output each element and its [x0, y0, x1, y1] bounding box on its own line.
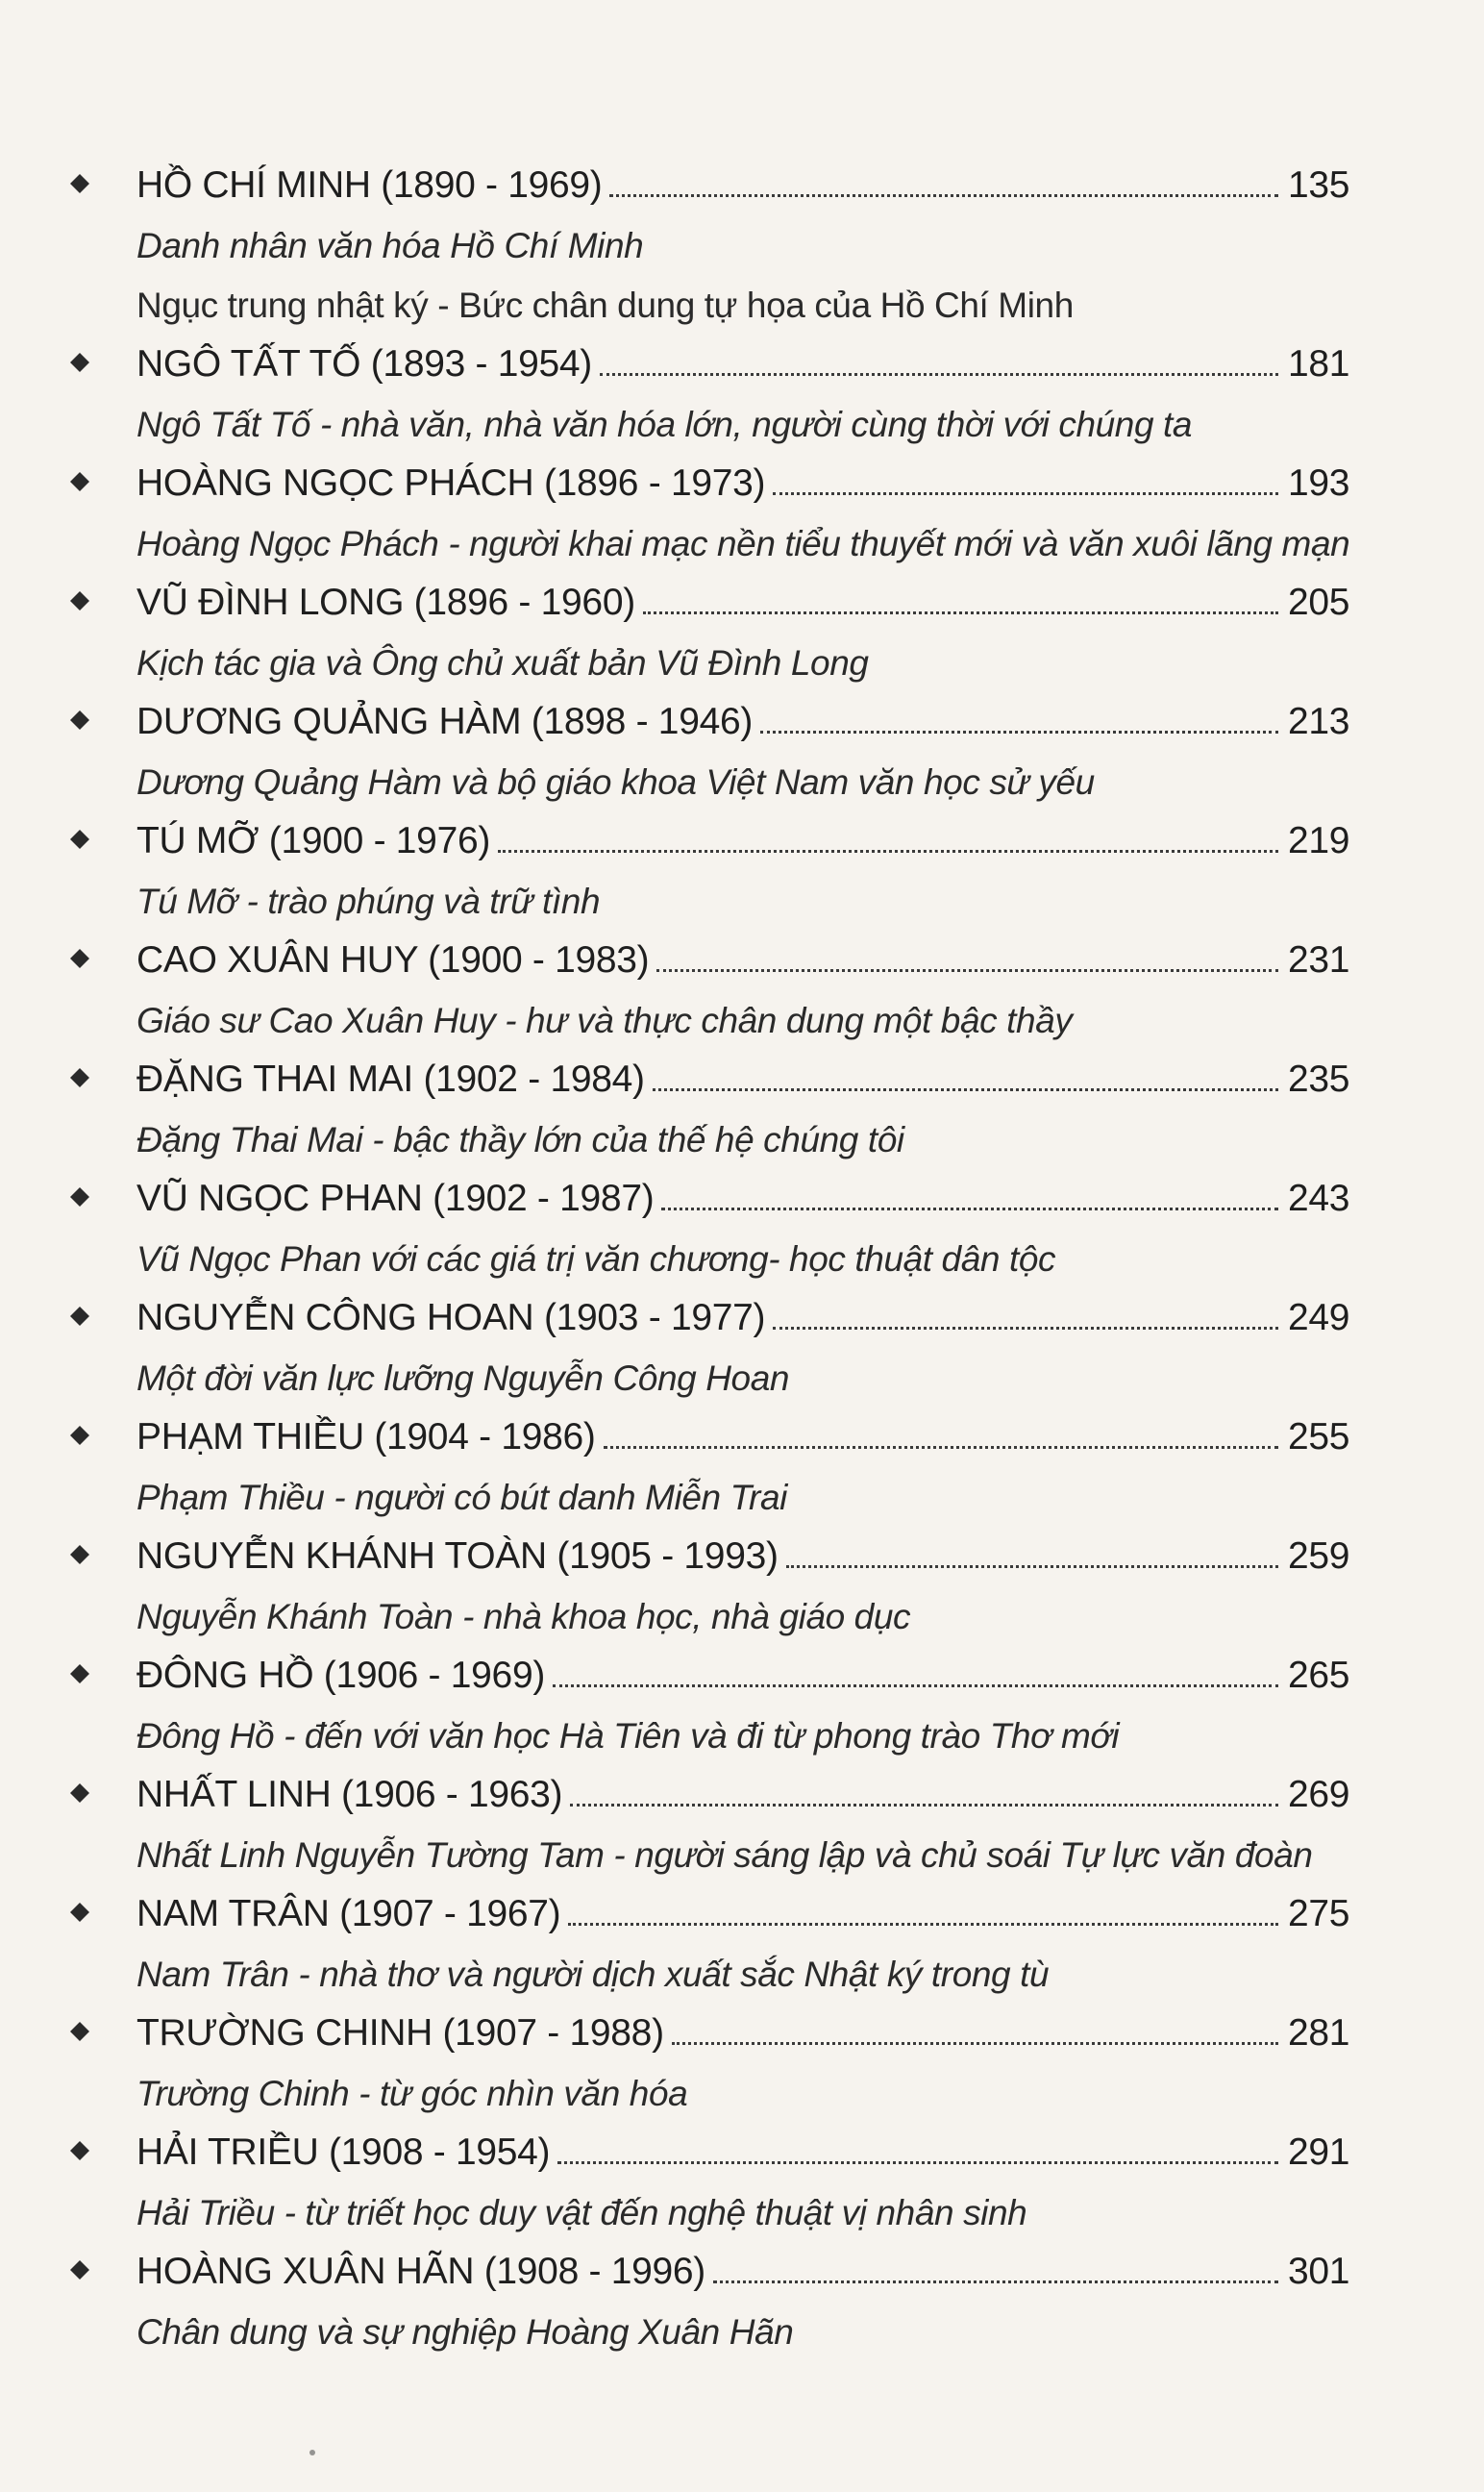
toc-article-title: Đông Hồ - đến với văn học Hà Tiên và đi từ phong trào Thơ mới	[136, 1716, 1120, 1756]
dot-leader	[656, 969, 1278, 972]
diamond-bullet-icon	[69, 173, 90, 194]
toc-author-row[interactable]	[58, 1754, 1350, 1815]
toc-article-title: Ngục trung nhật ký - Bức chân dung tự họa của Hồ Chí Minh	[136, 286, 1074, 325]
diamond-bullet-icon	[69, 710, 90, 731]
dot-leader	[713, 2280, 1278, 2283]
diamond-bullet-icon	[69, 1544, 90, 1565]
toc-article-title: Nguyễn Khánh Toàn - nhà khoa học, nhà giáo dục	[136, 1597, 911, 1636]
diamond-bullet-icon	[69, 1782, 90, 1804]
toc-author-name: NGUYỄN KHÁNH TOÀN (1905 - 1993)	[136, 1535, 779, 1577]
toc-page-number: 243	[1288, 1178, 1350, 1219]
toc-entry	[58, 919, 1350, 1040]
toc-author-name: NHẤT LINH (1906 - 1963)	[136, 1774, 563, 1815]
toc-author-row[interactable]	[58, 1277, 1350, 1338]
toc-author-name: HOÀNG XUÂN HÃN (1908 - 1996)	[136, 2251, 705, 2292]
toc-author-row[interactable]	[58, 1515, 1350, 1577]
dot-leader	[498, 850, 1278, 853]
dot-leader	[609, 194, 1278, 197]
toc-article-title: Hoàng Ngọc Phách - người khai mạc nền tiểu thuyết mới và văn xuôi lãng mạn	[136, 524, 1350, 563]
toc-article-title: Phạm Thiều - người có bút danh Miễn Trai	[136, 1478, 787, 1517]
toc-article-title: Nhất Linh Nguyễn Tường Tam - người sáng lập và chủ soái Tự lực văn đoàn	[136, 1835, 1313, 1875]
toc-author-name: HOÀNG NGỌC PHÁCH (1896 - 1973)	[136, 462, 766, 504]
toc-author-row[interactable]	[58, 681, 1350, 742]
diamond-bullet-icon	[69, 2021, 90, 2042]
toc-author-row[interactable]	[58, 2111, 1350, 2173]
toc-entry	[58, 1634, 1350, 1756]
toc-page-number: 219	[1288, 820, 1350, 861]
toc-page-number: 249	[1288, 1297, 1350, 1338]
toc-author-name: NGUYỄN CÔNG HOAN (1903 - 1977)	[136, 1297, 766, 1338]
toc-author-name: ĐÔNG HỒ (1906 - 1969)	[136, 1655, 546, 1696]
toc-author-name: TRƯỜNG CHINH (1907 - 1988)	[136, 2012, 664, 2054]
toc-author-row[interactable]	[58, 323, 1350, 385]
toc-author-row[interactable]	[58, 1158, 1350, 1219]
diamond-bullet-icon	[69, 1067, 90, 1088]
toc-author-name: VŨ ĐÌNH LONG (1896 - 1960)	[136, 582, 635, 623]
toc-article-title: Giáo sư Cao Xuân Huy - hư và thực chân dung một bậc thầy	[136, 1001, 1073, 1040]
toc-page-number: 181	[1288, 343, 1350, 385]
diamond-bullet-icon	[69, 471, 90, 492]
dot-leader	[570, 1804, 1278, 1807]
toc-author-name: PHẠM THIỀU (1904 - 1986)	[136, 1416, 596, 1458]
toc-entry	[58, 1754, 1350, 1875]
toc-author-row[interactable]	[58, 144, 1350, 206]
diamond-bullet-icon	[69, 1186, 90, 1208]
dot-leader	[653, 1088, 1278, 1091]
toc-entry	[58, 2230, 1350, 2352]
diamond-bullet-icon	[69, 829, 90, 850]
dot-leader	[786, 1565, 1278, 1568]
toc-article-title: Dương Quảng Hàm và bộ giáo khoa Việt Nam văn học sử yếu	[136, 762, 1095, 802]
toc-page-number: 259	[1288, 1535, 1350, 1577]
toc-entry	[58, 1277, 1350, 1398]
toc-page-number: 255	[1288, 1416, 1350, 1458]
toc-article-title: Vũ Ngọc Phan với các giá trị văn chương- học thuật dân tộc	[136, 1239, 1056, 1279]
toc-author-row[interactable]	[58, 561, 1350, 623]
toc-entry	[58, 442, 1350, 563]
toc-article-title: Chân dung và sự nghiệp Hoàng Xuân Hãn	[136, 2312, 794, 2352]
dot-leader	[557, 2161, 1278, 2164]
toc-entry	[58, 323, 1350, 444]
toc-page-number: 291	[1288, 2131, 1350, 2173]
toc-author-name: DƯƠNG QUẢNG HÀM (1898 - 1946)	[136, 701, 754, 742]
toc-article-title: Trường Chinh - từ góc nhìn văn hóa	[136, 2074, 688, 2113]
diamond-bullet-icon	[69, 1306, 90, 1327]
dot-leader	[773, 1327, 1278, 1330]
toc-page-number: 269	[1288, 1774, 1350, 1815]
toc-entry	[58, 1515, 1350, 1636]
toc-page-number: 275	[1288, 1893, 1350, 1934]
toc-article-title: Một đời văn lực lưỡng Nguyễn Công Hoan	[136, 1358, 790, 1398]
toc-author-name: NAM TRÂN (1907 - 1967)	[136, 1893, 561, 1934]
toc-article-title: Danh nhân văn hóa Hồ Chí Minh	[136, 226, 644, 265]
toc-entry	[58, 561, 1350, 683]
dot-leader	[773, 492, 1278, 495]
dot-leader	[600, 373, 1278, 376]
diamond-bullet-icon	[69, 1425, 90, 1446]
dot-leader	[604, 1446, 1278, 1449]
toc-author-name: ĐẶNG THAI MAI (1902 - 1984)	[136, 1059, 645, 1100]
toc-author-row[interactable]	[58, 1634, 1350, 1696]
toc-author-row[interactable]	[58, 800, 1350, 861]
toc-author-name: VŨ NGỌC PHAN (1902 - 1987)	[136, 1178, 655, 1219]
toc-article-title: Kịch tác gia và Ông chủ xuất bản Vũ Đình Long	[136, 643, 869, 683]
toc-page-number: 301	[1288, 2251, 1350, 2292]
toc-article-title: Đặng Thai Mai - bậc thầy lớn của thế hệ chúng tôi	[136, 1120, 904, 1159]
toc-author-row[interactable]	[58, 1038, 1350, 1100]
toc-page-number: 135	[1288, 164, 1350, 206]
toc-author-row[interactable]	[58, 919, 1350, 981]
toc-author-name: NGÔ TẤT TỐ (1893 - 1954)	[136, 343, 592, 385]
diamond-bullet-icon	[69, 948, 90, 969]
toc-entry	[58, 1873, 1350, 1994]
toc-entry	[58, 2111, 1350, 2232]
toc-page-number: 213	[1288, 701, 1350, 742]
toc-author-row[interactable]	[58, 1396, 1350, 1458]
toc-entry	[58, 1038, 1350, 1159]
diamond-bullet-icon	[69, 2140, 90, 2161]
toc-author-name: HỒ CHÍ MINH (1890 - 1969)	[136, 164, 603, 206]
toc-entry	[58, 1396, 1350, 1517]
diamond-bullet-icon	[69, 2259, 90, 2280]
toc-entry	[58, 800, 1350, 921]
toc-article-title: Tú Mỡ - trào phúng và trữ tình	[136, 882, 601, 921]
toc-article-title: Ngô Tất Tố - nhà văn, nhà văn hóa lớn, người cùng thời với chúng ta	[136, 405, 1193, 444]
toc-article-title: Hải Triều - từ triết học duy vật đến nghệ thuật vị nhân sinh	[136, 2193, 1027, 2232]
table-of-contents	[58, 144, 1350, 2352]
toc-author-row[interactable]	[58, 442, 1350, 504]
toc-entry	[58, 144, 1350, 325]
page-speck	[309, 2450, 315, 2455]
toc-entry	[58, 1992, 1350, 2113]
diamond-bullet-icon	[69, 352, 90, 373]
toc-author-row[interactable]	[58, 1992, 1350, 2054]
dot-leader	[643, 611, 1278, 614]
dot-leader	[553, 1684, 1278, 1687]
diamond-bullet-icon	[69, 590, 90, 611]
toc-page-number: 231	[1288, 939, 1350, 981]
toc-author-row[interactable]	[58, 2230, 1350, 2292]
dot-leader	[760, 731, 1278, 734]
toc-page-number: 281	[1288, 2012, 1350, 2054]
toc-page-number: 265	[1288, 1655, 1350, 1696]
toc-author-name: TÚ MỠ (1900 - 1976)	[136, 820, 491, 861]
toc-entry	[58, 681, 1350, 802]
toc-article-title: Nam Trân - nhà thơ và người dịch xuất sắc Nhật ký trong tù	[136, 1955, 1050, 1994]
dot-leader	[568, 1923, 1278, 1926]
toc-page-number: 193	[1288, 462, 1350, 504]
toc-author-row[interactable]	[58, 1873, 1350, 1934]
toc-page-number: 235	[1288, 1059, 1350, 1100]
dot-leader	[661, 1208, 1278, 1210]
diamond-bullet-icon	[69, 1663, 90, 1684]
toc-author-name: CAO XUÂN HUY (1900 - 1983)	[136, 939, 650, 981]
toc-author-name: HẢI TRIỀU (1908 - 1954)	[136, 2131, 551, 2173]
dot-leader	[672, 2042, 1278, 2045]
toc-entry	[58, 1158, 1350, 1279]
diamond-bullet-icon	[69, 1902, 90, 1923]
toc-page-number: 205	[1288, 582, 1350, 623]
